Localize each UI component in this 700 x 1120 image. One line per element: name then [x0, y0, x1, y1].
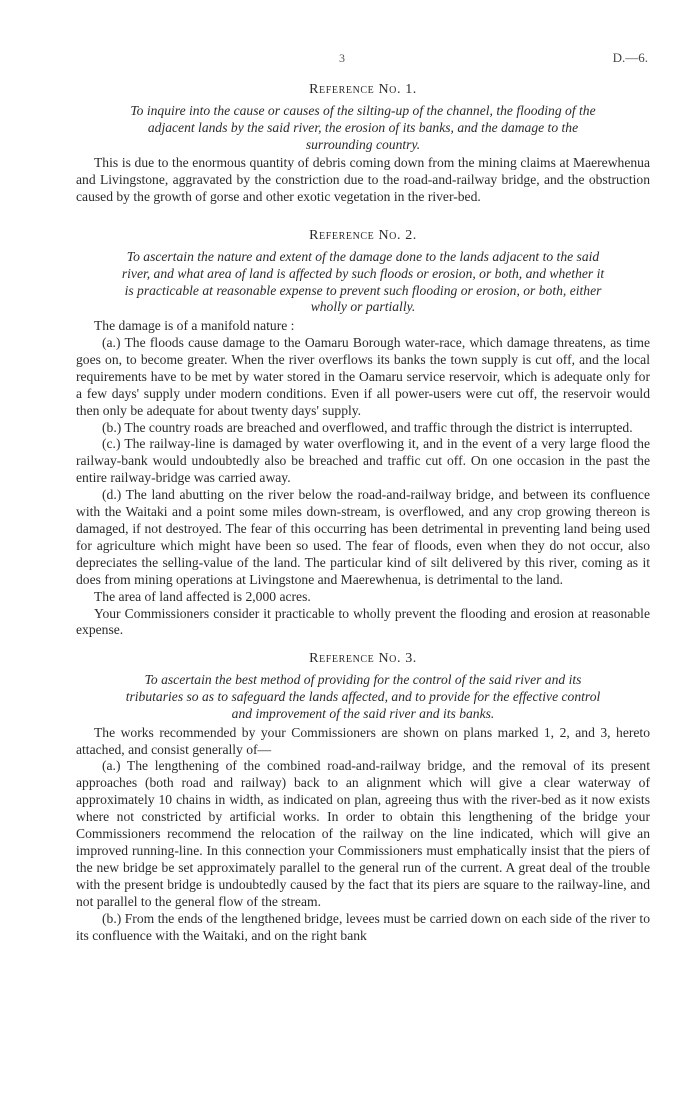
- document-code: D.—6.: [612, 50, 648, 65]
- reference-3-section: [76, 651, 650, 944]
- reference-1-section: [76, 82, 650, 206]
- reference-3-item-b: (b.) From the ends of the lengthened bridge, levees must be carried down on each side of the river to its confluence with the Waitaki, and on the right bank: [76, 910, 650, 943]
- reference-2-conclusion: Your Commissioners consider it practicable to wholly prevent the flooding and erosion at reasonable expense.: [76, 605, 650, 638]
- reference-2-item-c: (c.) The railway-line is damaged by water overflowing it, and in the event of a very large flood the railway-bank would undoubtedly also be breached and traffic cut off. On one occasion in the past the entire railway-bridge was carried away.: [76, 436, 650, 486]
- reference-1-paragraph: This is due to the enormous quantity of debris coming down from the mining claims at Maerewhenua and Livingstone, aggravated by the constriction due to the road-and-railway bridge, and the obstruction caused by the growth of gorse and other exotic vegetation in the river-bed.: [76, 155, 650, 205]
- reference-2-terms: To ascertain the nature and extent of the damage done to the lands adjacent to the said river, and what area of land is affected by such floods or erosion, or both, and whether it is practicable at reasonable expense to prevent such flooding or erosion, or both, either wholly or partially.: [121, 248, 605, 315]
- reference-1-heading: Reference No. 1.: [309, 82, 417, 97]
- reference-2-item-b: (b.) The country roads are breached and overflowed, and traffic through the district is interrupted.: [102, 419, 633, 435]
- reference-2-section: [76, 228, 650, 639]
- reference-3-intro: The works recommended by your Commissioners are shown on plans marked 1, 2, and 3, hereto attached, and consist generally of—: [76, 724, 650, 757]
- reference-1-terms: To inquire into the cause or causes of the silting-up of the channel, the flooding of the adjacent lands by the said river, the erosion of its banks, and the damage to the surrounding country.: [130, 102, 596, 152]
- reference-3-item-a: (a.) The lengthening of the combined road-and-railway bridge, and the removal of its present approaches (both road and railway) back to an alignment which will give a clear waterway of approximately 10 chains in width, as indicated on plan, agreeing thus with the river-bed as it now exists where not constricted by artificial works. In order to obtain this lengthening of the bridge your Commissioners recommend the relocation of the railway on the line indicated, which will give an improved running-line. In this connection your Commissioners must emphatically insist that the piers of the new bridge be set approximately parallel to the general run of the current. A great deal of the trouble with the present bridge is undoubtedly caused by the fact that its piers are square to the railway-line, and not parallel to the general flow of the stream.: [76, 758, 650, 909]
- reference-2-item-d: (d.) The land abutting on the river below the road-and-railway bridge, and between its confluence with the Waitaki and a point some miles down-stream, is overflowed, and any crop growing thereon is damaged, if not destroyed. The fear of this occurring has been detrimental in preventing land being used for agriculture which might have been so used. The fear of floods, even when they do not occur, also depreciates the selling-value of the land. The particular kind of silt delivered by this river, coming as it does from mining operations at Livingstone and Maerewhenua, is detrimental to the land.: [76, 487, 650, 587]
- reference-2-item-a: (a.) The floods cause damage to the Oamaru Borough water-race, which damage threatens, as time goes on, to become greater. When the river overflows its banks the town supply is cut off, and the local requirements have to be met by water stored in the Oamaru service reservoir, which is adequate only for a few days' supply under modern conditions. Even if all power-users were cut off, the reservoir would then only be adequate for about twenty days' supply.: [76, 335, 650, 418]
- reference-2-heading: Reference No. 2.: [309, 228, 417, 244]
- reference-2-area: The area of land affected is 2,000 acres.: [94, 588, 311, 604]
- reference-3-heading: Reference No. 3.: [309, 651, 417, 667]
- reference-2-intro: The damage is of a manifold nature :: [94, 318, 295, 334]
- reference-3-terms: To ascertain the best method of providing for the control of the said river and its tributaries so as to safeguard the lands affected, and to provide for the effective control and improvement of the said river and its banks.: [125, 672, 601, 721]
- page-number: 3: [339, 51, 345, 65]
